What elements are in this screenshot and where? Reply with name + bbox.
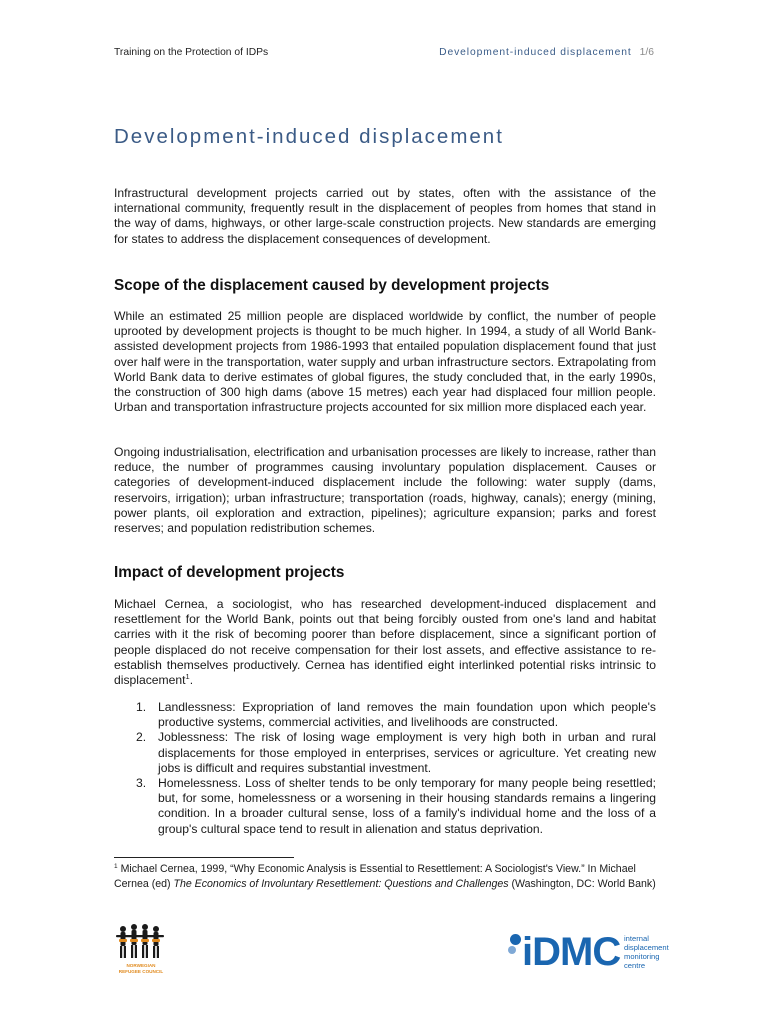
idmc-tagline-line: displacement <box>624 943 669 952</box>
footnote-text: Michael Cernea, 1999, “Why Economic Analysis is Essential to Resettlement: A Sociologist's View.” In Michael Cernea (ed) <box>114 863 636 890</box>
list-item-text: Landlessness: Expropriation of land removes the main foundation upon which people's productive systems, commercial activities, and livelihoods are constructed. <box>158 700 656 730</box>
idmc-tagline <box>624 934 674 970</box>
scope-paragraph-2: Ongoing industrialisation, electrification and urbanisation processes are likely to increase, rather than reduce, the number of programmes causing involuntary population displacement. Causes or categories of development-induced displacement include the following: water supply (dams, reservoirs, irrigation); urban infrastructure; transportation (roads, highway, canals); energy (mining, power plants, oil exploration and extraction, pipelines); agriculture expansion; parks and forest reserves; and population redistribution schemes. <box>114 445 656 536</box>
idmc-dot-icon <box>510 934 521 945</box>
idmc-dot-small-icon <box>508 946 516 954</box>
impact-paragraph <box>114 597 656 688</box>
list-item <box>114 730 656 776</box>
footnote-text-end: (Washington, DC: World Bank) <box>508 878 656 890</box>
footnote-reference[interactable]: 1 <box>185 672 190 682</box>
idmc-logo <box>508 930 668 976</box>
header-page-number: 1/6 <box>639 47 654 58</box>
idmc-wordmark: iDMC <box>522 930 621 974</box>
list-item <box>114 776 656 837</box>
list-item-number: 3. <box>136 776 147 791</box>
scope-paragraph-1: While an estimated 25 million people are displaced worldwide by conflict, the number of people uprooted by development projects is thought to be much higher. In 1994, a study of all World Bank-assisted development projects from 1986-1993 that entailed population displacement found that just over half were in the transportation, water supply and urban infrastructure sectors. Extrapolating from World Bank data to derive estimates of global figures, the study concluded that, in the early 1990s, the construction of 300 high dams (above 15 metres) each year had displaced four million people. Urban and transportation infrastructure projects accounted for six million more displaced each year. <box>114 309 656 415</box>
nrc-logo-text-line2: REFUGEE COUNCIL <box>118 969 164 974</box>
footnote-book-title: The Economics of Involuntary Resettlement: Questions and Challenges <box>173 878 509 890</box>
footnote <box>114 862 659 892</box>
idmc-tagline-line: centre <box>624 961 646 970</box>
impact-paragraph-end: . <box>189 673 194 688</box>
nrc-logo-text-line1: NORWEGIAN <box>126 963 156 968</box>
footnote-number: 1 <box>114 863 118 870</box>
page-title: Development-induced displacement <box>114 125 504 148</box>
header-section-title: Development-induced displacement <box>439 47 632 58</box>
list-item-text: Joblessness: The risk of losing wage employment is very high both in urban and rural displacements for those employed in enterprises, services or agriculture. Yet creating new jobs is difficult and requires substantial investment. <box>158 730 656 775</box>
list-item-number: 2. <box>136 730 147 745</box>
list-item-text: Homelessness. Loss of shelter tends to be only temporary for many people being resettled; but, for some, homelessness or a worsening in their housing standards remains a lingering condition. In a broader cultural sense, loss of a family's individual home and the loss of a group's cultural space tend to result in alienation and status deprivation. <box>158 776 656 836</box>
section-heading-scope: Scope of the displacement caused by development projects <box>114 277 550 294</box>
idmc-tagline-line: internal <box>624 934 649 943</box>
idmc-tagline-line: monitoring <box>624 952 660 961</box>
running-header <box>114 47 654 61</box>
nrc-logo <box>113 921 169 979</box>
risk-list <box>114 700 656 837</box>
list-item <box>114 700 656 730</box>
header-course-title: Training on the Protection of IDPs <box>114 47 269 58</box>
header-right <box>439 47 654 58</box>
impact-paragraph-text: Michael Cernea, a sociologist, who has researched development-induced displacement and resettlement for the World Bank, points out that being forcibly ousted from one's land and habitat carries with it the risk of becoming poorer than before displacement, since a significant portion of people displaced do not receive compensation for their lost assets, and effective assistance to re-establish themselves productively. Cernea has identified eight interlinked potential risks intrinsic to displacement <box>114 597 656 688</box>
list-item-number: 1. <box>136 700 147 714</box>
section-heading-impact: Impact of development projects <box>114 564 345 581</box>
intro-paragraph: Infrastructural development projects carried out by states, often with the assistance of the international community, frequently result in the displacement of peoples from homes that stand in the way of dams, highways, or other large-scale construction projects. New standards are emerging for states to address the displacement consequences of development. <box>114 186 656 246</box>
footnote-divider <box>114 857 294 858</box>
